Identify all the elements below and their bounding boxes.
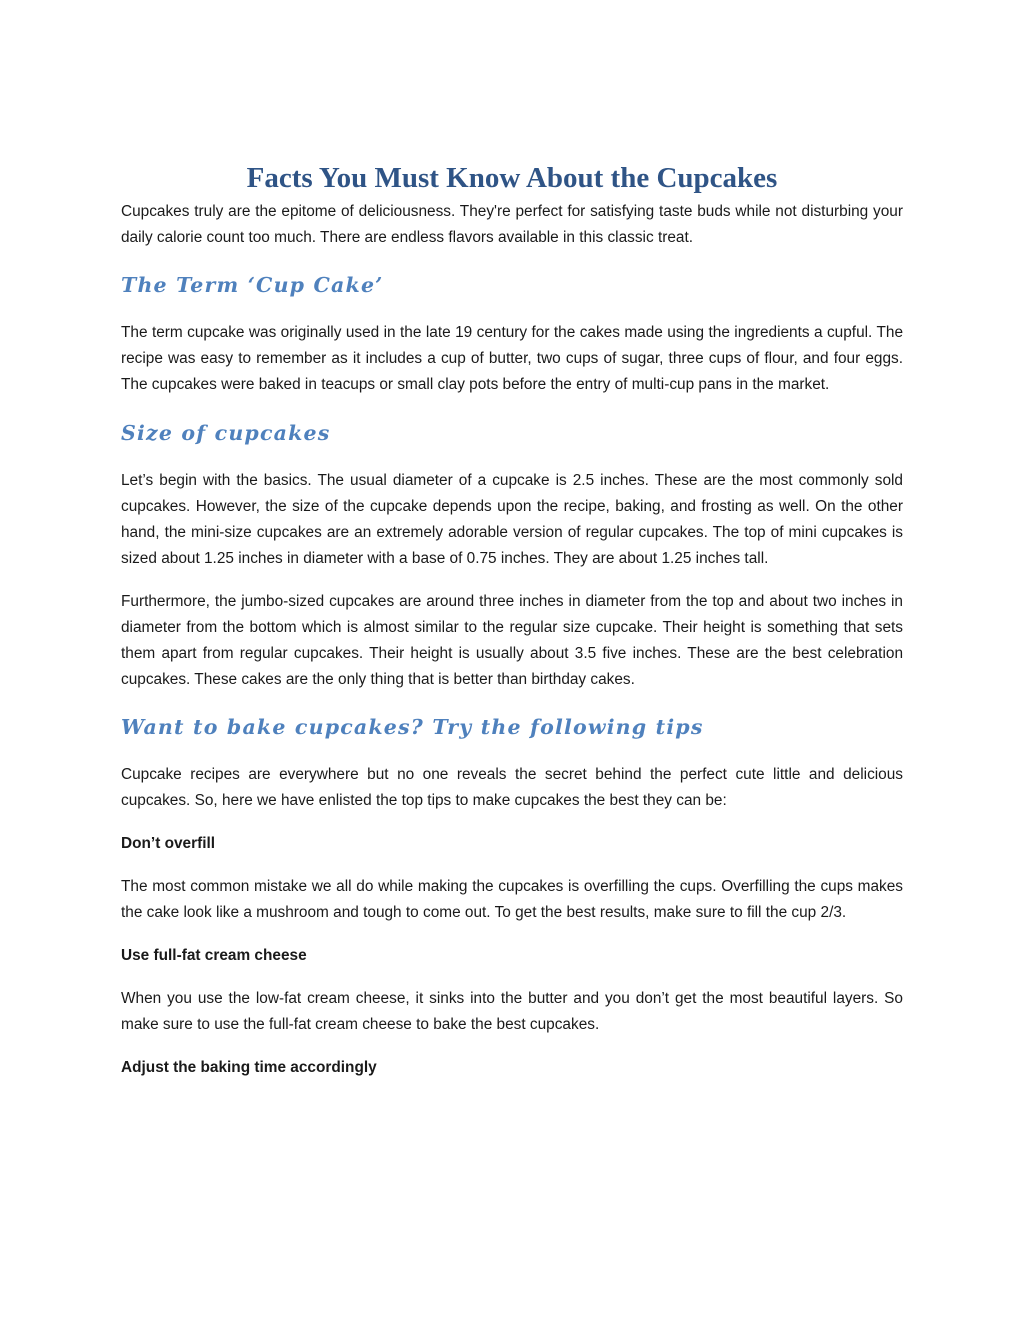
document-page: [121, 158, 903, 1081]
body-paragraph: The term cupcake was originally used in the late 19 century for the cakes made using the ingredients a cupful. The recipe was easy to remember as it includes a cup of butter, two cups of sugar, three cups of flour, and four eggs. The cupcakes were baked in teacups or small clay pots before the entry of multi-cup pans in the market.: [121, 324, 903, 393]
intro-paragraph: Cupcakes truly are the epitome of deliciousness. They're perfect for satisfying taste buds while not disturbing your daily calorie count too much. There are endless flavors available in this classic treat.: [121, 203, 903, 246]
tip-paragraph: When you use the low-fat cream cheese, it sinks into the butter and you don’t get the most beautiful layers. So make sure to use the full-fat cream cheese to bake the best cupcakes.: [121, 990, 903, 1033]
section-heading-baking-tips: Want to bake cupcakes? Try the following tips: [121, 715, 704, 739]
tip-heading-full-fat-cream-cheese: Use full-fat cream cheese: [121, 947, 307, 964]
section-heading-size-of-cupcakes: Size of cupcakes: [121, 421, 331, 445]
document-title: Facts You Must Know About the Cupcakes: [246, 162, 778, 194]
body-paragraph: Furthermore, the jumbo-sized cupcakes are around three inches in diameter from the top and about two inches in diameter from the bottom which is almost similar to the regular size cupcake. Their height is something that sets them apart from regular cupcakes. Their height is usually about 3.5 five inches. These are the best celebration cupcakes. These cakes are the only thing that is better than birthday cakes.: [121, 593, 903, 688]
tip-paragraph: The most common mistake we all do while making the cupcakes is overfilling the cups. Overfilling the cups makes the cake look like a mushroom and tough to come out. To get the best results, make sure to fill the cup 2/3.: [121, 878, 903, 921]
tip-heading-adjust-baking-time: Adjust the baking time accordingly: [121, 1059, 377, 1076]
tip-heading-dont-overfill: Don’t overfill: [121, 835, 216, 852]
body-paragraph: Cupcake recipes are everywhere but no one reveals the secret behind the perfect cute little and delicious cupcakes. So, here we have enlisted the top tips to make cupcakes the best they can be:: [121, 766, 903, 809]
section-heading-term-cup-cake: The Term ‘Cup Cake’: [121, 273, 384, 297]
body-paragraph: Let’s begin with the basics. The usual diameter of a cupcake is 2.5 inches. These are the most commonly sold cupcakes. However, the size of the cupcake depends upon the recipe, baking, and frosting as well. On the other hand, the mini-size cupcakes are an extremely adorable version of regular cupcakes. The top of mini cupcakes is sized about 1.25 inches in diameter with a base of 0.75 inches. They are about 1.25 inches tall.: [121, 472, 903, 567]
